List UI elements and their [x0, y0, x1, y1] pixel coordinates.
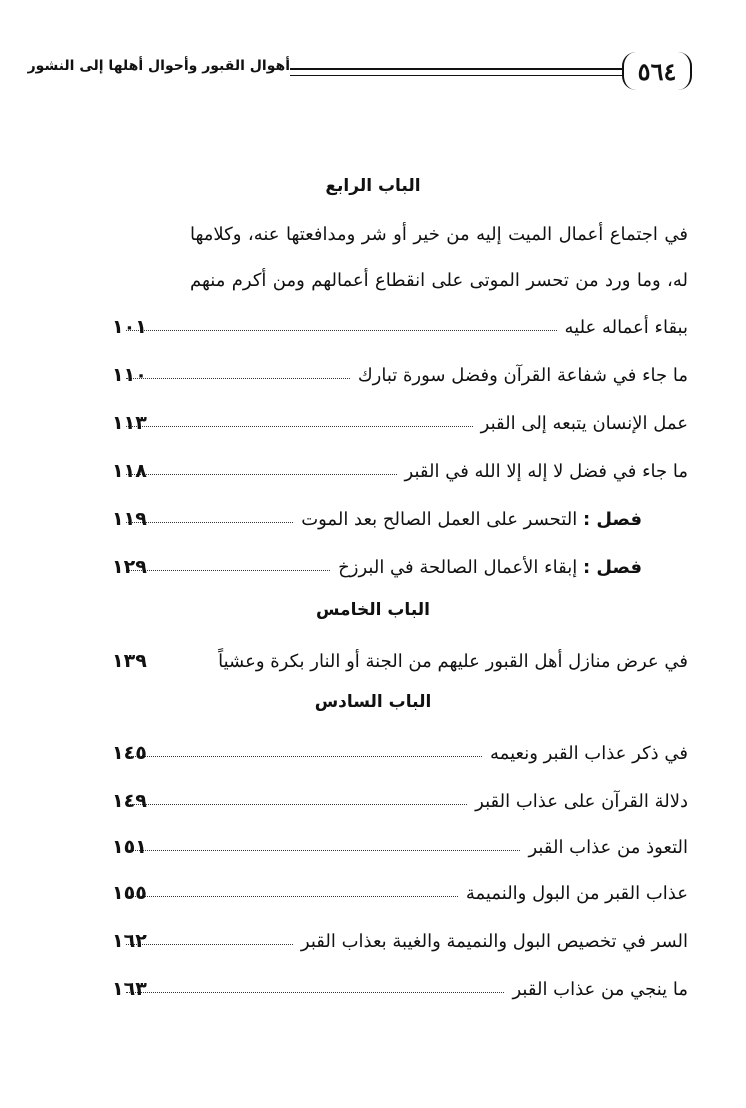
toc-entry-page: ١٤٥	[112, 742, 147, 764]
dot-leader	[126, 895, 458, 897]
toc-entry	[112, 784, 688, 812]
toc-entry-title: عمل الإنسان يتبعه إلى القبر	[480, 413, 688, 434]
intro-line-2: له، وما ورد من تحسر الموتى على انقطاع أعمالهم ومن أكرم منهم	[190, 270, 689, 291]
toc-entry-page: ١١٣	[112, 412, 147, 434]
toc-entry-title: في ذكر عذاب القبر ونعيمه	[490, 743, 688, 764]
section-label: فصل :	[582, 509, 642, 530]
toc-entry-page: ١٣٩	[112, 650, 147, 672]
toc-entry	[112, 736, 688, 764]
toc-entry-page: ١٦٢	[112, 930, 147, 952]
dot-leader	[126, 329, 557, 331]
toc-entry-page: ١٥٥	[112, 882, 147, 904]
toc-entry	[112, 644, 688, 672]
dot-leader	[126, 803, 467, 805]
toc-entry-page: ١١٨	[112, 460, 147, 482]
dot-leader	[126, 991, 504, 993]
toc-entry-title: ما ينجي من عذاب القبر	[512, 979, 688, 1000]
toc-entry	[112, 454, 688, 482]
book-title: أهوال القبور وأحوال أهلها إلى النشور	[27, 58, 290, 74]
toc-entry-page: ١١٩	[112, 508, 147, 530]
toc-entry-title: ما جاء في فضل لا إله إلا الله في القبر	[404, 461, 688, 482]
toc-entry-title: التعوذ من عذاب القبر	[528, 837, 688, 858]
toc-entry	[112, 502, 642, 530]
toc-entry-page: ١١٠	[112, 364, 147, 386]
toc-entry-title: عذاب القبر من البول والنميمة	[465, 883, 688, 904]
section-label: فصل :	[582, 557, 642, 578]
chapter-heading-6: الباب السادس	[314, 692, 432, 712]
toc-entry	[112, 972, 688, 1000]
toc-entry	[112, 876, 688, 904]
toc-entry-page: ١٦٣	[112, 978, 147, 1000]
dot-leader	[126, 425, 473, 427]
toc-entry-page: ١٠١	[112, 316, 147, 338]
toc-entry-title	[338, 557, 642, 578]
toc-entry-page: ١٢٩	[112, 556, 147, 578]
toc-entry-page: ١٤٩	[112, 790, 147, 812]
page-number: ٥٦٤	[622, 52, 692, 90]
toc-entry-title: ما جاء في شفاعة القرآن وفضل سورة تبارك	[357, 365, 688, 386]
running-header	[27, 52, 692, 90]
toc-entry	[112, 406, 688, 434]
toc-entry-text: التحسر على العمل الصالح بعد الموت	[301, 509, 578, 530]
toc-entry	[112, 830, 688, 858]
toc-entry-title: في عرض منازل أهل القبور عليهم من الجنة أو النار بكرة وعشياً	[218, 651, 688, 672]
toc-entry	[112, 310, 688, 338]
toc-entry-title: ببقاء أعماله عليه	[564, 317, 688, 338]
intro-line-1: في اجتماع أعمال الميت إليه من خير أو شر ومدافعتها عنه، وكلامها	[190, 224, 688, 245]
header-rule	[290, 68, 622, 76]
chapter-heading-5: الباب الخامس	[316, 600, 430, 620]
toc-entry-title: دلالة القرآن على عذاب القبر	[475, 791, 688, 812]
chapter-heading-4: الباب الرابع	[325, 176, 421, 196]
dot-leader	[126, 755, 482, 757]
toc-entry	[112, 924, 688, 952]
toc-entry-page: ١٥١	[112, 836, 147, 858]
toc-entry	[112, 550, 642, 578]
toc-entry	[112, 358, 688, 386]
dot-leader	[126, 849, 520, 851]
toc-entry-title	[301, 509, 642, 530]
toc-entry-text: إبقاء الأعمال الصالحة في البرزخ	[338, 557, 578, 578]
toc-entry-title: السر في تخصيص البول والنميمة والغيبة بعذاب القبر	[300, 931, 688, 952]
